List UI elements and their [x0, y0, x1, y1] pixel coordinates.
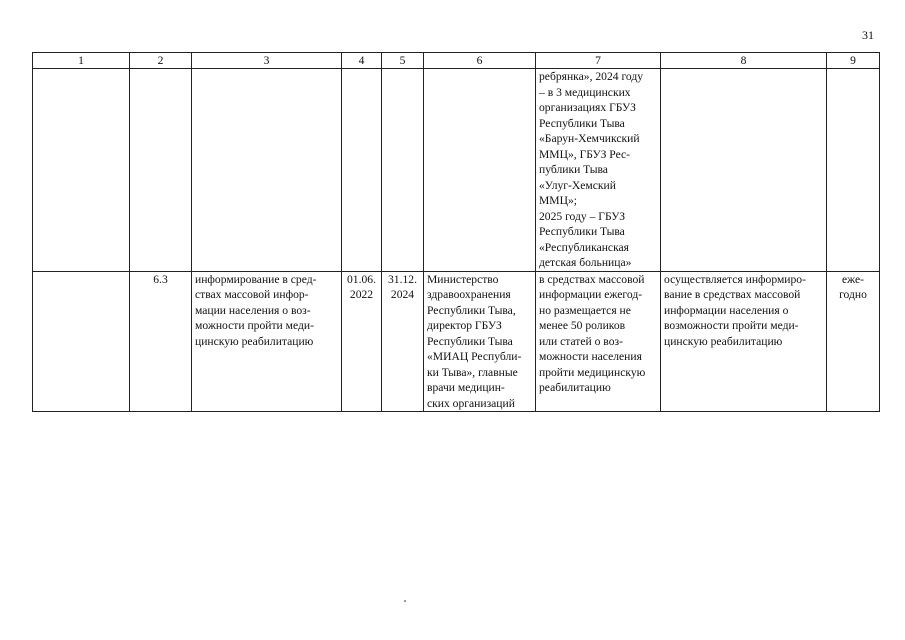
text-line: можности населения: [539, 350, 642, 363]
cell-empty: [382, 69, 424, 272]
text-line: организациях ГБУЗ: [539, 101, 636, 114]
text-line: в средствах массовой: [539, 272, 645, 286]
column-header-3: 3: [192, 53, 342, 69]
text-line: ки Тыва», главные: [427, 365, 518, 379]
text-line: ствах массовой инфор-: [195, 288, 309, 301]
cell-empty: [33, 271, 130, 412]
text-line: пройти медицинскую: [539, 365, 646, 379]
text-line: информирование в сред-: [195, 272, 317, 286]
text-line: цинскую реабилитацию: [195, 334, 314, 348]
column-numbers-row: [33, 53, 880, 69]
text-line: осуществляется информиро-: [664, 272, 806, 286]
text-line: ММЦ»;: [539, 194, 578, 207]
cell-empty: [424, 69, 536, 272]
text-line: менее 50 роликов: [539, 319, 626, 332]
continued-row: [33, 69, 880, 272]
text-line: можности пройти меди-: [195, 319, 314, 332]
text-line: 2022: [349, 288, 374, 301]
text-line: – в 3 медицинских: [539, 85, 631, 99]
text-line: 2024: [390, 288, 415, 301]
text-line: «Улуг-Хемский: [539, 178, 616, 192]
plan-table: [32, 52, 880, 412]
end-date-cell: [382, 271, 424, 412]
text-line: цинскую реабилитацию: [664, 334, 783, 348]
text-line: Республики Тыва: [539, 116, 625, 130]
text-line: 01.06.: [347, 272, 376, 286]
measure-cell: [192, 271, 342, 412]
text-line: ских организаций: [427, 396, 515, 410]
cell-empty: [33, 69, 130, 272]
text-line: детская больница»: [539, 256, 632, 269]
column-header-6: 6: [424, 53, 536, 69]
cell-empty: [342, 69, 382, 272]
text-line: 31.12.: [388, 272, 417, 286]
scan-speck: [404, 600, 406, 602]
table-row-6-3: [33, 271, 880, 412]
column-header-7: 7: [536, 53, 661, 69]
text-line: Министерство: [427, 272, 499, 286]
text-line: ребрянка», 2024 году: [539, 70, 644, 83]
start-date-cell: [342, 271, 382, 412]
column-header-2: 2: [130, 53, 192, 69]
text-line: врачи медицин-: [427, 381, 505, 394]
item-number: 6.3: [130, 271, 192, 412]
text-line: «Барун-Хемчикский: [539, 132, 640, 145]
text-line: информации населения о: [664, 303, 789, 317]
text-line: здравоохранения: [427, 288, 511, 301]
text-line: директор ГБУЗ: [427, 319, 502, 332]
cell-empty: [130, 69, 192, 272]
text-line: ММЦ», ГБУЗ Рес-: [539, 147, 631, 161]
text-line: возможности пройти меди-: [664, 319, 799, 332]
text-line: мации населения о воз-: [195, 303, 311, 317]
text-line: информации ежегод-: [539, 288, 643, 301]
text-line: реабилитацию: [539, 381, 611, 394]
text-line: 2025 году – ГБУЗ: [539, 209, 626, 223]
cell-empty: [192, 69, 342, 272]
cell-empty: [827, 69, 880, 272]
text-line: Республики Тыва,: [427, 303, 516, 317]
responsible-cell: [424, 271, 536, 412]
indicator-cell: [536, 271, 661, 412]
column-header-4: 4: [342, 53, 382, 69]
cell-empty: [661, 69, 827, 272]
column-header-8: 8: [661, 53, 827, 69]
text-line: еже-: [841, 272, 864, 286]
column-header-9: 9: [827, 53, 880, 69]
text-line: Республики Тыва: [427, 334, 513, 348]
result-cell: [661, 271, 827, 412]
text-line: но размещается не: [539, 303, 631, 317]
text-line: публики Тыва: [539, 163, 608, 176]
text-line: Республики Тыва: [539, 225, 625, 238]
column-header-5: 5: [382, 53, 424, 69]
text-line: «Республиканская: [539, 240, 630, 254]
text-line: или статей о воз-: [539, 334, 623, 348]
text-line: вание в средствах массовой: [664, 288, 801, 301]
continued-indicator-cell: [536, 69, 661, 272]
text-line: годно: [839, 288, 867, 301]
page-number: 31: [862, 28, 874, 42]
column-header-1: 1: [33, 53, 130, 69]
frequency-cell: [827, 271, 880, 412]
text-line: «МИАЦ Республи-: [427, 350, 522, 363]
